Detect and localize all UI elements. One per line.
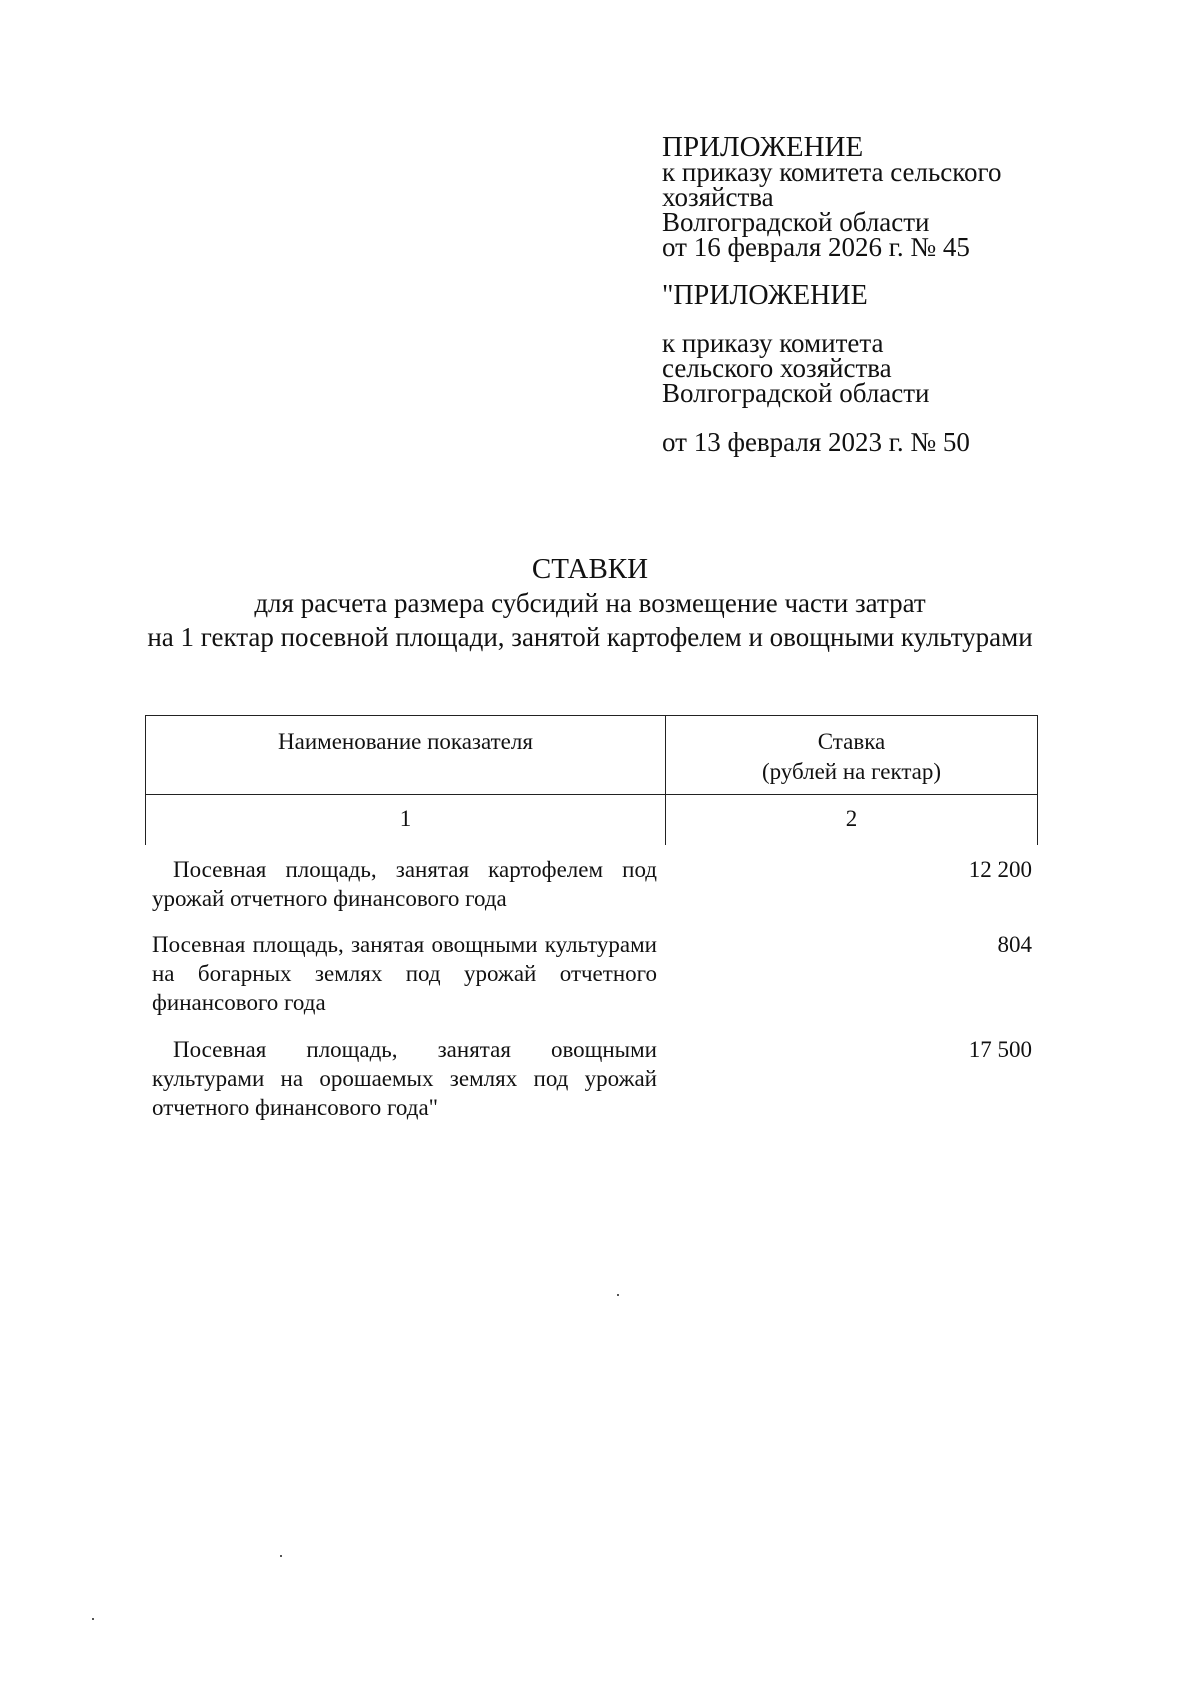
column-number-2: 2 (845, 806, 858, 831)
column-header-rate-unit: (рублей на гектар) (761, 759, 942, 784)
appendix-line: к приказу комитета сельского (662, 157, 1002, 187)
original-appendix-line: Волгоградской области (662, 378, 930, 408)
original-appendix-line: сельского хозяйства (662, 353, 892, 383)
table-header-divider (145, 794, 1038, 795)
appendix-header (662, 131, 1002, 262)
original-appendix-line: к приказу комитета (662, 328, 884, 358)
original-appendix-body (662, 328, 930, 408)
scan-speck (280, 1555, 282, 1557)
original-appendix-date: от 13 февраля 2023 г. № 50 (662, 427, 970, 457)
table-row-name: Посевная площадь, занятая овощными культурами на орошаемых землях под урожай отчетного финансового года" (152, 1037, 657, 1120)
appendix-line: Волгоградской области (662, 207, 930, 237)
table-row-name: Посевная площадь, занятая картофелем под урожай отчетного финансового года (152, 857, 657, 911)
appendix-line: хозяйства (662, 182, 774, 212)
appendix-date: от 16 февраля 2026 г. № 45 (662, 232, 970, 262)
table-row-value: 804 (997, 932, 1032, 957)
scan-speck (617, 1294, 619, 1296)
column-number-1: 1 (399, 806, 412, 831)
document-subtitle-line: для расчета размера субсидий на возмещение части затрат (254, 588, 926, 618)
column-header-rate-title: Ставка (817, 729, 886, 754)
table-row-value: 12 200 (968, 857, 1032, 882)
table-right-border (1037, 715, 1038, 845)
table-top-border (145, 715, 1038, 716)
column-header-rate (666, 727, 1037, 787)
scan-speck (92, 1618, 94, 1620)
document-subtitle-line: на 1 гектар посевной площади, занятой картофелем и овощными культурами (147, 622, 1033, 652)
document-title: СТАВКИ (531, 553, 649, 585)
column-header-name: Наименование показателя (278, 729, 533, 754)
appendix-title: ПРИЛОЖЕНИЕ (662, 131, 864, 163)
original-appendix-title: "ПРИЛОЖЕНИЕ (662, 280, 868, 311)
table-row-name: Посевная площадь, занятая овощными культурами на богарных землях под урожай отчетного финансового года (152, 932, 657, 1015)
table-row-value: 17 500 (968, 1037, 1032, 1062)
